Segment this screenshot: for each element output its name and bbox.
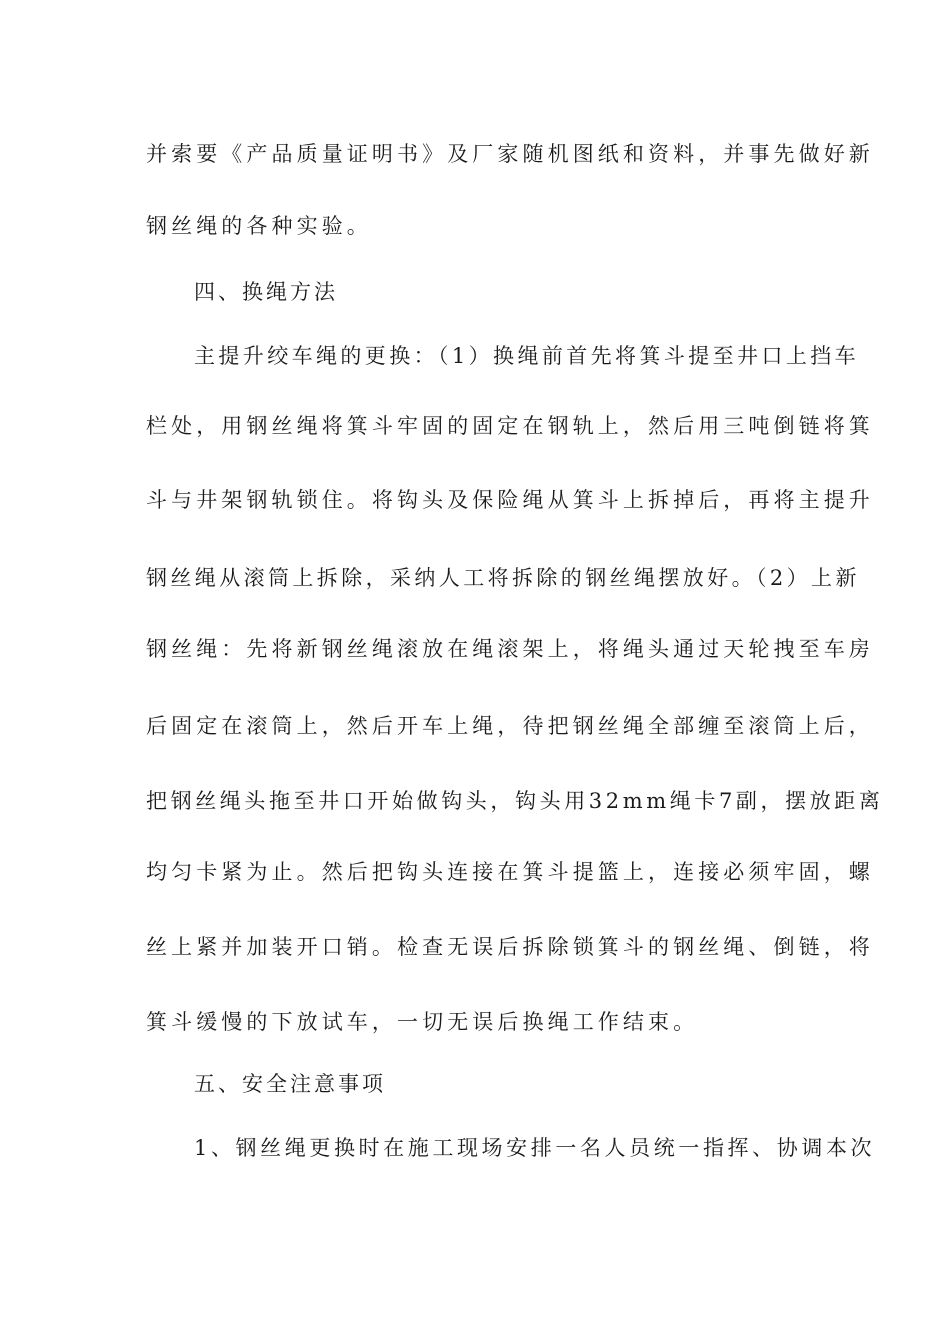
paragraph-line-13: 1、钢丝绳更换时在施工现场安排一名人员统一指挥、协调本次 (194, 1136, 876, 1160)
section-heading-4: 四、换绳方法 (194, 280, 338, 304)
paragraph-line-4: 栏处，用钢丝绳将箕斗牢固的固定在钢轨上，然后用三吨倒链将箕 (146, 414, 874, 438)
paragraph-line-11: 丝上紧并加装开口销。检查无误后拆除锁箕斗的钢丝绳、倒链，将 (146, 935, 874, 959)
paragraph-line-8: 后固定在滚筒上，然后开车上绳，待把钢丝绳全部缠至滚筒上后， (146, 714, 874, 738)
section-heading-5: 五、安全注意事项 (194, 1072, 386, 1096)
paragraph-line-7: 钢丝绳：先将新钢丝绳滚放在绳滚架上，将绳头通过天轮拽至车房 (146, 637, 874, 661)
paragraph-line-9: 把钢丝绳头拖至井口开始做钩头，钩头用32mm绳卡7副，摆放距离 (146, 789, 884, 813)
paragraph-line-3: 主提升绞车绳的更换：（1）换绳前首先将箕斗提至井口上挡车 (194, 344, 860, 368)
paragraph-line-5: 斗与井架钢轨锁住。将钩头及保险绳从箕斗上拆掉后，再将主提升 (146, 488, 874, 512)
paragraph-line-6: 钢丝绳从滚筒上拆除，采纳人工将拆除的钢丝绳摆放好。（2）上新 (146, 566, 860, 590)
paragraph-line-12: 箕斗缓慢的下放试车，一切无误后换绳工作结束。 (146, 1010, 699, 1034)
paragraph-line-1: 并索要《产品质量证明书》及厂家随机图纸和资料，并事先做好新 (146, 142, 874, 166)
paragraph-line-2: 钢丝绳的各种实验。 (146, 214, 372, 238)
paragraph-line-10: 均匀卡紧为止。然后把钩头连接在箕斗提篮上，连接必须牢固，螺 (146, 860, 874, 884)
